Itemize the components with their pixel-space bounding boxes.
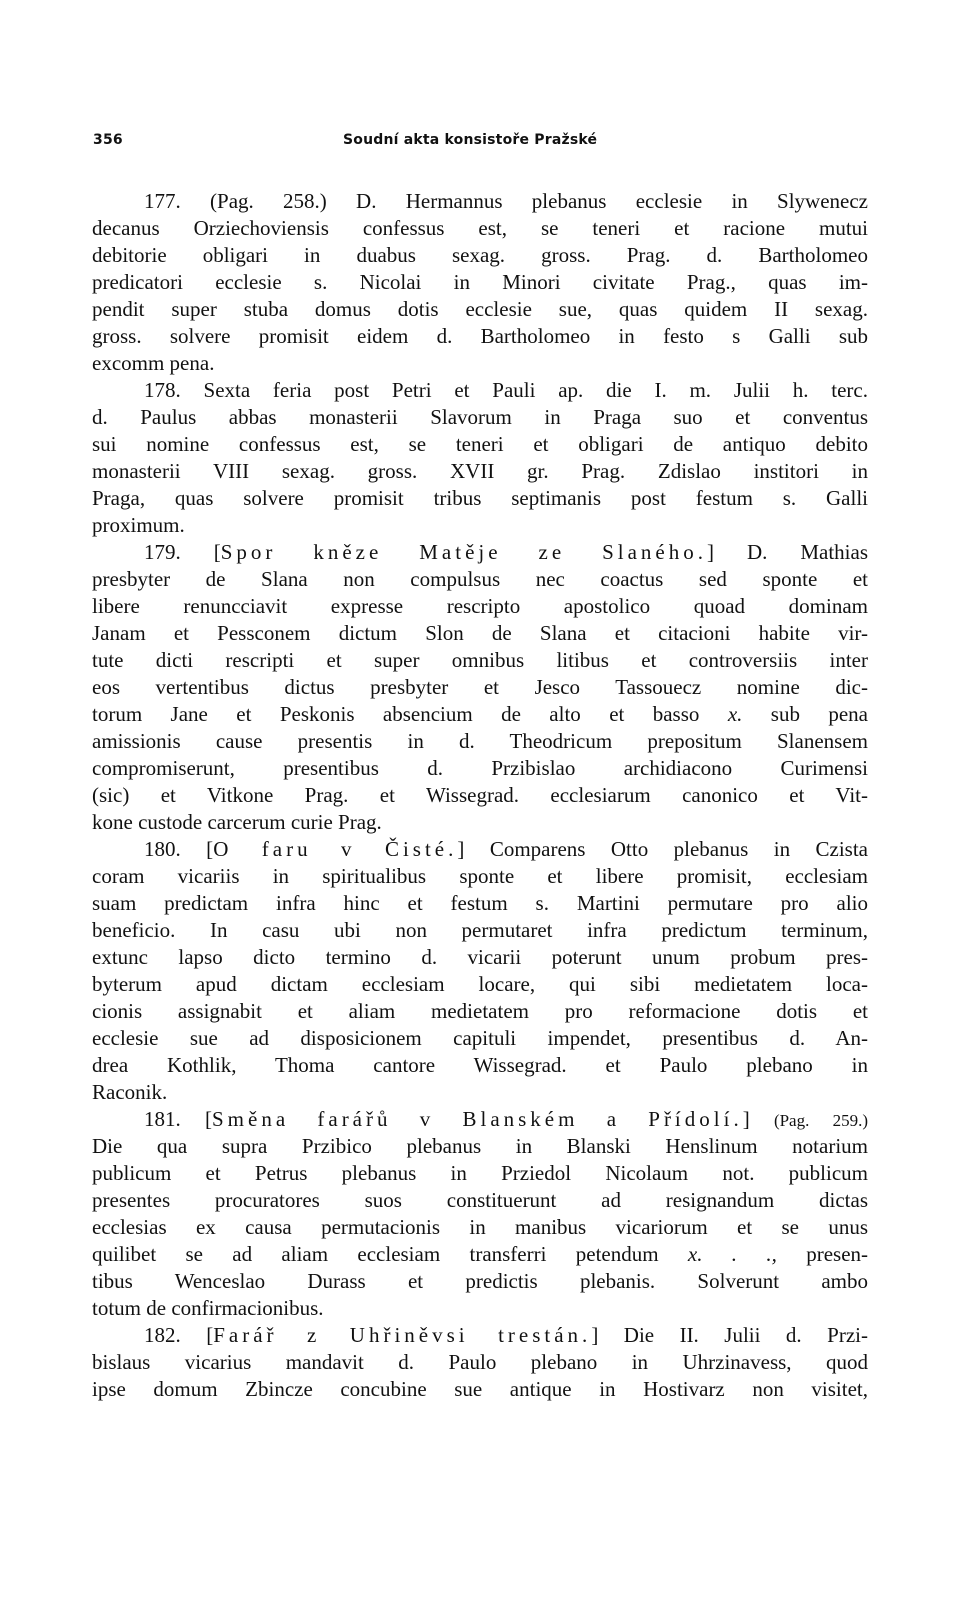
entry-number: 177. xyxy=(144,189,181,213)
page-reference: (Pag. 259.) xyxy=(773,1111,868,1130)
entry-heading: Farář z Uhřiněvsi trestán. xyxy=(213,1323,592,1347)
text-line: byterum apud dictam ecclesiam locare, qui sibi medietatem loca- xyxy=(92,972,868,996)
running-head xyxy=(93,132,867,156)
entry-182 xyxy=(92,1322,868,1403)
text-line: totum de confirmacionibus. xyxy=(92,1296,324,1320)
text-line: debitorie obligari in duabus sexag. gross. Prag. d. Bartholomeo xyxy=(92,243,868,267)
text-line: publicum et Petrus plebanus in Prziedol Nicolaum not. publicum xyxy=(92,1161,868,1185)
text-line: excomm pena. xyxy=(92,351,215,375)
text-line: d. Paulus abbas monasterii Slavorum in Praga suo et conventus xyxy=(92,405,868,429)
entry-178 xyxy=(92,377,868,539)
text-line: bislaus vicarius mandavit d. Paulo plebano in Uhrzinavess, quod xyxy=(92,1350,868,1374)
text-line: drea Kothlik, Thoma cantore Wissegrad. et Paulo plebano in xyxy=(92,1053,868,1077)
text-line: sui nomine confessus est, se teneri et obligari de antiquo debito xyxy=(92,432,868,456)
text-line: predicatori ecclesie s. Nicolai in Minori civitate Prag., quas im- xyxy=(92,270,868,294)
text-line: tibus Wenceslao Durass et predictis plebanis. Solverunt ambo xyxy=(92,1269,868,1293)
entry-text: (Pag. 258.) D. Hermannus plebanus ecclesie in Slywenecz xyxy=(210,189,868,213)
text-line: (sic) et Vitkone Prag. et Wissegrad. ecclesiarum canonico et Vit- xyxy=(92,783,868,807)
text-line: Die qua supra Przibico plebanus in Blanski Henslinum notarium xyxy=(92,1134,868,1158)
text-line: extunc lapso dicto termino d. vicarii poterunt unum probum pres- xyxy=(92,945,868,969)
text-line: 181. [Směna farářů v Blanském a Přídolí.] (Pag. 259.) xyxy=(92,1106,868,1133)
entry-181 xyxy=(92,1106,868,1322)
text-segment: presen- xyxy=(806,1242,868,1266)
text-line: beneficio. In casu ubi non permutaret infra predictum terminum, xyxy=(92,918,868,942)
entry-heading: Směna farářů v Blanském a Přídolí. xyxy=(211,1107,743,1131)
text-line: cionis assignabit et aliam medietatem pro reformacione dotis et xyxy=(92,999,868,1023)
text-segment: quilibet se ad aliam ecclesiam transferri petendum xyxy=(92,1242,659,1266)
text-line: Janam et Pessconem dictum Slon de Slana et citacioni habite vir- xyxy=(92,621,868,645)
entry-number: 178. xyxy=(144,378,181,402)
text-body xyxy=(92,188,868,1403)
text-line: coram vicariis in spiritualibus sponte et libere promisit, ecclesiam xyxy=(92,864,868,888)
entry-text: Sexta feria post Petri et Pauli ap. die I. m. Julii h. terc. xyxy=(203,378,868,402)
text-line: tute dicti rescripti et super omnibus litibus et controversiis inter xyxy=(92,648,868,672)
text-line xyxy=(92,188,868,215)
text-line: 182. [Farář z Uhřiněvsi trestán.] Die II. Julii d. Przi- xyxy=(92,1322,868,1349)
text-line: ecclesias ex causa permutacionis in manibus vicariorum et se unus xyxy=(92,1215,868,1239)
text-segment: torum Jane et Peskonis absencium de alto et basso xyxy=(92,702,700,726)
text-line: compromiserunt, presentibus d. Przibislao archidiacono Curimensi xyxy=(92,756,868,780)
entry-number: 179. xyxy=(144,540,181,564)
text-line: eos vertentibus dictus presbyter et Jesco Tassouecz nomine dic- xyxy=(92,675,868,699)
et-cetera-mark: x. . ., xyxy=(687,1242,777,1266)
text-line: Praga, quas solvere promisit tribus septimanis post festum s. Galli xyxy=(92,486,868,510)
text-line xyxy=(92,701,868,728)
entry-number: 180. xyxy=(144,837,181,861)
page-number: 356 xyxy=(93,132,123,148)
text-line xyxy=(92,377,868,404)
text-line: proximum. xyxy=(92,513,185,537)
text-line: presentes procuratores suos constituerunt ad resignandum dictas xyxy=(92,1188,868,1212)
entry-number: 182. xyxy=(144,1323,181,1347)
text-segment: sub pena xyxy=(770,702,868,726)
text-line: pendit super stuba domus dotis ecclesie sue, quas quidem II sexag. xyxy=(92,297,868,321)
text-line: ipse domum Zbincze concubine sue antique in Hostivarz non visitet, xyxy=(92,1377,868,1401)
text-line: gross. solvere promisit eidem d. Bartholomeo in festo s Galli sub xyxy=(92,324,868,348)
entry-number: 181. xyxy=(144,1107,181,1131)
text-line: presbyter de Slana non compulsus nec coactus sed sponte et xyxy=(92,567,868,591)
entry-180 xyxy=(92,836,868,1106)
entry-text: Comparens Otto plebanus in Czista xyxy=(489,837,868,861)
text-line: monasterii VIII sexag. gross. XVII gr. Prag. Zdislao institori in xyxy=(92,459,868,483)
entry-heading: Spor kněze Matěje ze Slaného. xyxy=(220,540,708,564)
entry-text: D. Mathias xyxy=(746,540,868,564)
text-line xyxy=(92,1241,868,1268)
text-line: 180. [O faru v Čisté.] Comparens Otto plebanus in Czista xyxy=(92,836,868,863)
text-line: libere renuncciavit expresse rescripto apostolico quoad dominam xyxy=(92,594,868,618)
text-line: 179. [Spor kněze Matěje ze Slaného.] D. Mathias xyxy=(92,539,868,566)
entry-heading: O faru v Čisté. xyxy=(213,837,458,861)
text-line: suam predictam infra hinc et festum s. Martini permutare pro alio xyxy=(92,891,868,915)
entry-text: Die II. Julii d. Przi- xyxy=(623,1323,868,1347)
text-line: decanus Orziechoviensis confessus est, se teneri et racione mutui xyxy=(92,216,868,240)
running-title: Soudní akta konsistoře Pražské xyxy=(343,132,598,148)
et-cetera-mark: x. xyxy=(727,702,743,726)
text-line: kone custode carcerum curie Prag. xyxy=(92,810,382,834)
text-line: Raconik. xyxy=(92,1080,168,1104)
text-line: amissionis cause presentis in d. Theodricum prepositum Slanensem xyxy=(92,729,868,753)
entry-177 xyxy=(92,188,868,377)
text-line: ecclesie sue ad disposicionem capituli impendet, presentibus d. An- xyxy=(92,1026,868,1050)
entry-179 xyxy=(92,539,868,836)
